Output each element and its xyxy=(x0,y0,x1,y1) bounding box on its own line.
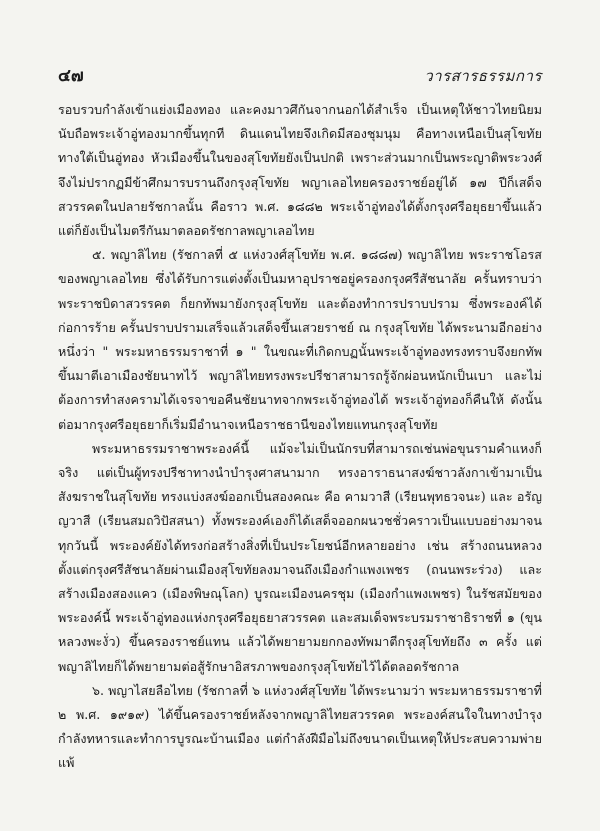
paragraph: ๕. พญาลิไทย (รัชกาลที่ ๕ แห่งวงศ์สุโขทัย พ.ศ. ๑๘๘๗) พญาลิไทย พระราชโอรสของพญาเลอไทย ซึ่งได้รับการแต่งตั้งเป็นมหาอุปราชอยู่ครองกรุงศรีสัชนาลัย ครั้นทราบว่าพระราชบิดาสวรรคต ก็ยกทัพมายังกรุงสุโขทัย และต้องทำการปราบปราม ซึ่งพระองค์ได้ก่อการร้าย ครั้นปราบปรามเสร็จแล้วเสด็จขึ้นเสวยราชย์ ณ กรุงสุโขทัย ได้พระนามอีกอย่างหนึ่งว่า " พระมหาธรรมราชาที่ ๑ " ในขณะที่เกิดกบฏนั้นพระเจ้าอู่ทองทรงทราบจึงยกทัพขึ้นมาตีเอาเมืองชัยนาทไว้ พญาลิไทยทรงพระปรีชาสามารถรู้จักผ่อนหนักเป็นเบา และไม่ต้องการทำสงครามได้เจรจาขอคืนชัยนาทจากพระเจ้าอู่ทองได้ พระเจ้าอู่ทองก็คืนให้ ดังนั้นต่อมากรุงศรีอยุธยาก็เริ่มมีอำนาจเหนือราชธานีของไทยแทนกรุงสุโขทัย xyxy=(58,247,542,432)
paragraph: พระมหาธรรมราชาพระองค์นี้ แม้จะไม่เป็นนักรบที่สามารถเช่นพ่อขุนรามคำแหงก็จริง แต่เป็นผู้ทรงปรีชาทางนำบำรุงศาสนามาก ทรงอาราธนาสงฆ์ชาวลังกาเข้ามาเป็นสังฆราชในสุโขทัย ทรงแบ่งสงฆ์ออกเป็นสองคณะ คือ คามวาสี (เรียนพุทธวจนะ) และ อรัญญวาสี (เรียนสมถวิปัสสนา) ทั้งพระองค์เองก็ได้เสด็จออกผนวชชั่วคราวเป็นแบบอย่างมาจนทุกวันนี้ พระองค์ยังได้ทรงก่อสร้างสิ่งที่เป็นประโยชน์อีกหลายอย่าง เช่น สร้างถนนหลวงตั้งแต่กรุงศรีสัชนาลัยผ่านเมืองสุโขทัยลงมาจนถึงเมืองกำแพงเพชร (ถนนพระร่วง) และสร้างเมืองสองแคว (เมืองพิษณุโลก) บูรณะเมืองนครชุม (เมืองกำแพงเพชร) ในรัชสมัยของพระองค์นี้ พระเจ้าอู่ทองแห่งกรุงศรีอยุธยาสวรรคต และสมเด็จพระบรมราชาธิราชที่ ๑ (ขุนหลวงพะงั่ว) ขึ้นครองราชย์แทน แล้วได้พยายามยกกองทัพมาตีกรุงสุโขทัยถึง ๓ ครั้ง แต่พญาลิไทยก็ได้พยายามต่อสู้รักษาอิสรภาพของกรุงสุโขทัยไว้ได้ตลอดรัชกาล xyxy=(58,440,542,674)
page-number: ๔๗ xyxy=(58,66,84,86)
paragraph: รอบรวบกำลังเข้าแย่งเมืองทอง และคงมาวศึกันจากนอกได้สำเร็จ เป็นเหตุให้ชาวไทยนิยมนับถือพระเจ้าอู่ทองมากขึ้นทุกที ดินแดนไทยจึงเกิดมีสองชุมนุม คือทางเหนือเป็นสุโขทัย ทางใต้เป็นอู่ทอง หัวเมืองขึ้นในของสุโขทัยยังเป็นปกติ เพราะส่วนมากเป็นพระญาติพระวงศ์ จึงไม่ปรากฏมีข้าศึกมารบรานถึงกรุงสุโขทัย พญาเลอไทยครองราชย์อยู่ได้ ๑๗ ปีก็เสด็จสวรรคตในปลายรัชกาลนั้น คือราว พ.ศ. ๑๘๘๒ พระเจ้าอู่ทองได้ตั้งกรุงศรีอยุธยาขึ้นแล้ว แต่ก็ยังเป็นไมตรีกันมาตลอดรัชกาลพญาเลอไทย xyxy=(58,102,542,239)
running-head: วารสารธรรมการ xyxy=(424,67,542,85)
paragraph: ๖. พญาไสยลือไทย (รัชกาลที่ ๖ แห่งวงศ์สุโขทัย ได้พระนามว่า พระมหาธรรมราชาที่ ๒ พ.ศ. ๑๙๑๙) ได้ขึ้นครองราชย์หลังจากพญาลิไทยสวรรคต พระองค์สนใจในทางบำรุงกำลังทหารและทำการบูรณะบ้านเมือง แต่กำลังฝีมือไม่ถึงขนาดเป็นเหตุให้ประสบความพ่ายแพ้ xyxy=(58,682,542,771)
page-header xyxy=(58,62,542,86)
body-text xyxy=(58,98,542,776)
